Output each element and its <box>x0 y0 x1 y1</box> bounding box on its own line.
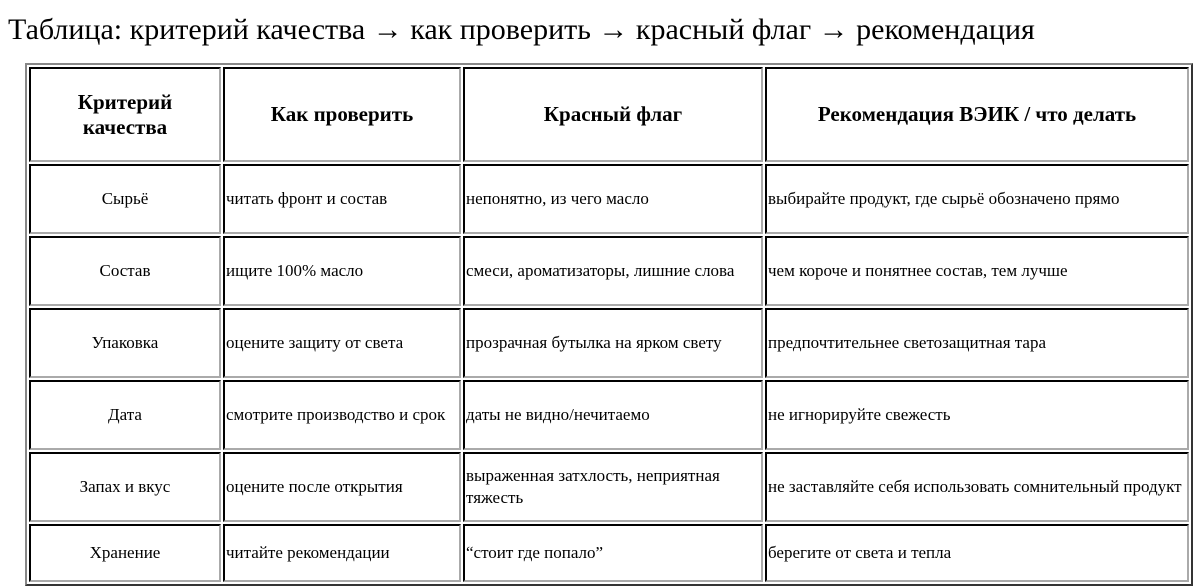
how-to-check-cell: читайте рекомендации <box>223 524 461 582</box>
how-to-check-cell: оцените после открытия <box>223 452 461 522</box>
table-row <box>29 452 1189 522</box>
recommendation-cell: выбирайте продукт, где сырьё обозначено прямо <box>765 164 1189 234</box>
header-red-flag: Красный флаг <box>463 67 763 162</box>
recommendation-cell: чем короче и понятнее состав, тем лучше <box>765 236 1189 306</box>
red-flag-cell: прозрачная бутылка на ярком свету <box>463 308 763 378</box>
red-flag-cell: смеси, ароматизаторы, лишние слова <box>463 236 763 306</box>
how-to-check-cell: ищите 100% масло <box>223 236 461 306</box>
how-to-check-cell: смотрите производство и срок <box>223 380 461 450</box>
red-flag-cell: непонятно, из чего масло <box>463 164 763 234</box>
table-row <box>29 164 1189 234</box>
how-to-check-cell: читать фронт и состав <box>223 164 461 234</box>
red-flag-cell: даты не видно/нечитаемо <box>463 380 763 450</box>
recommendation-cell: не заставляйте себя использовать сомнительный продукт <box>765 452 1189 522</box>
criterion-cell: Сырьё <box>29 164 221 234</box>
red-flag-cell: выраженная затхлость, неприятная тяжесть <box>463 452 763 522</box>
recommendation-cell: предпочтительнее светозащитная тара <box>765 308 1189 378</box>
table-row <box>29 236 1189 306</box>
how-to-check-cell: оцените защиту от света <box>223 308 461 378</box>
criterion-cell: Дата <box>29 380 221 450</box>
header-row <box>29 67 1189 162</box>
table-row <box>29 308 1189 378</box>
table-row <box>29 524 1189 582</box>
header-recommendation: Рекомендация ВЭИК / что делать <box>765 67 1189 162</box>
recommendation-cell: берегите от света и тепла <box>765 524 1189 582</box>
table-row <box>29 380 1189 450</box>
page-title: Таблица: критерий качества → как проверить → красный флаг → рекомендация <box>8 13 1035 46</box>
header-criterion: Критерий качества <box>29 67 221 162</box>
recommendation-cell: не игнорируйте свежесть <box>765 380 1189 450</box>
quality-table <box>25 63 1193 586</box>
criterion-cell: Хранение <box>29 524 221 582</box>
header-how-to-check: Как проверить <box>223 67 461 162</box>
criterion-cell: Упаковка <box>29 308 221 378</box>
criterion-cell: Запах и вкус <box>29 452 221 522</box>
criterion-cell: Состав <box>29 236 221 306</box>
red-flag-cell: “стоит где попало” <box>463 524 763 582</box>
